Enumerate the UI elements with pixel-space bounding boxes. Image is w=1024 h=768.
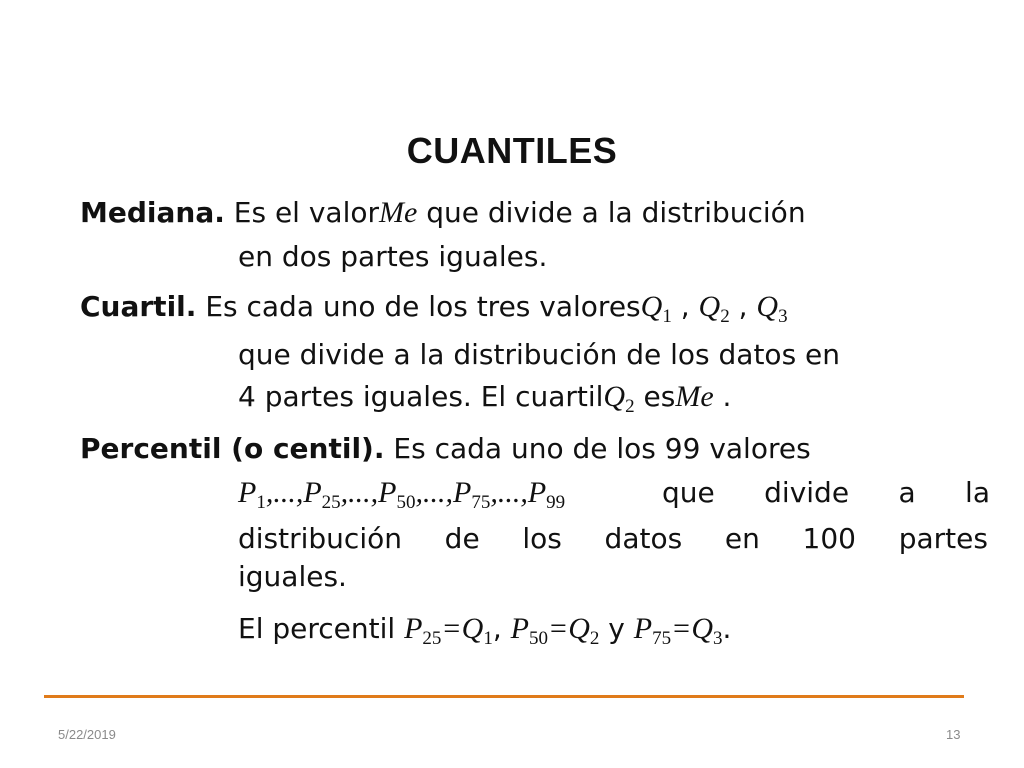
mediana-line-2: en dos partes iguales.: [238, 240, 548, 273]
comma: ,: [738, 290, 748, 323]
cuartil-line-2: que divide a la distribución de los datos en: [238, 338, 841, 371]
percentil-line-2: [238, 476, 566, 513]
cuartil-line3-end: .: [722, 380, 732, 413]
cuartil-line-3: [238, 380, 732, 417]
mediana-term: Mediana.: [80, 196, 225, 229]
mediana-text-a: Es el valor: [233, 196, 380, 229]
math-p50-eq-q2: $P_{50}=Q_2$: [510, 612, 600, 649]
math-q2: $Q_2$: [698, 290, 730, 327]
percentil-line-1: [80, 432, 811, 466]
comma: ,: [492, 612, 502, 645]
footer-date: 5/22/2019: [58, 727, 116, 742]
cuartil-line3-a: 4 partes iguales. El cuartil: [238, 380, 604, 413]
slide-title: CUANTILES: [406, 130, 618, 171]
math-p75-eq-q3: $P_{75}=Q_3$: [633, 612, 723, 649]
mediana-line-1: [80, 196, 806, 230]
percentil-line-5: [238, 612, 732, 649]
percentil-line5-end: .: [722, 612, 732, 645]
footer-page-number: 13: [946, 727, 961, 742]
cuartil-term: Cuartil.: [80, 290, 197, 323]
cuartil-line3-b: es: [643, 380, 676, 413]
percentil-line5-a: El percentil: [238, 612, 396, 645]
comma: ,: [680, 290, 690, 323]
math-me: Me: [379, 196, 418, 229]
percentil-line5-y: y: [608, 612, 625, 645]
percentil-line-4: iguales.: [238, 560, 347, 593]
mediana-text-b: que divide a la distribución: [426, 196, 806, 229]
cuartil-text-a: Es cada uno de los tres valores: [205, 290, 641, 323]
math-q1: $Q_1$: [640, 290, 672, 327]
math-me: Me: [675, 380, 714, 413]
percentil-text-a: Es cada uno de los 99 valores: [393, 432, 811, 465]
math-p25-eq-q1: $P_{25}=Q_1$: [404, 612, 493, 649]
percentil-term: Percentil (o centil).: [80, 432, 385, 465]
math-percentile-sequence: $P_1,...,P_{25},...,P_{50},...,P_{75},...,P_{99}$: [238, 476, 566, 513]
percentil-line-3: distribución de los datos en 100 partes: [238, 522, 988, 555]
footer-divider: [44, 695, 964, 698]
math-q2: $Q_2$: [603, 380, 635, 417]
math-q3: $Q_3$: [756, 290, 788, 327]
percentil-line-2-words: que divide a la: [662, 476, 990, 509]
cuartil-line-1: [80, 290, 788, 327]
